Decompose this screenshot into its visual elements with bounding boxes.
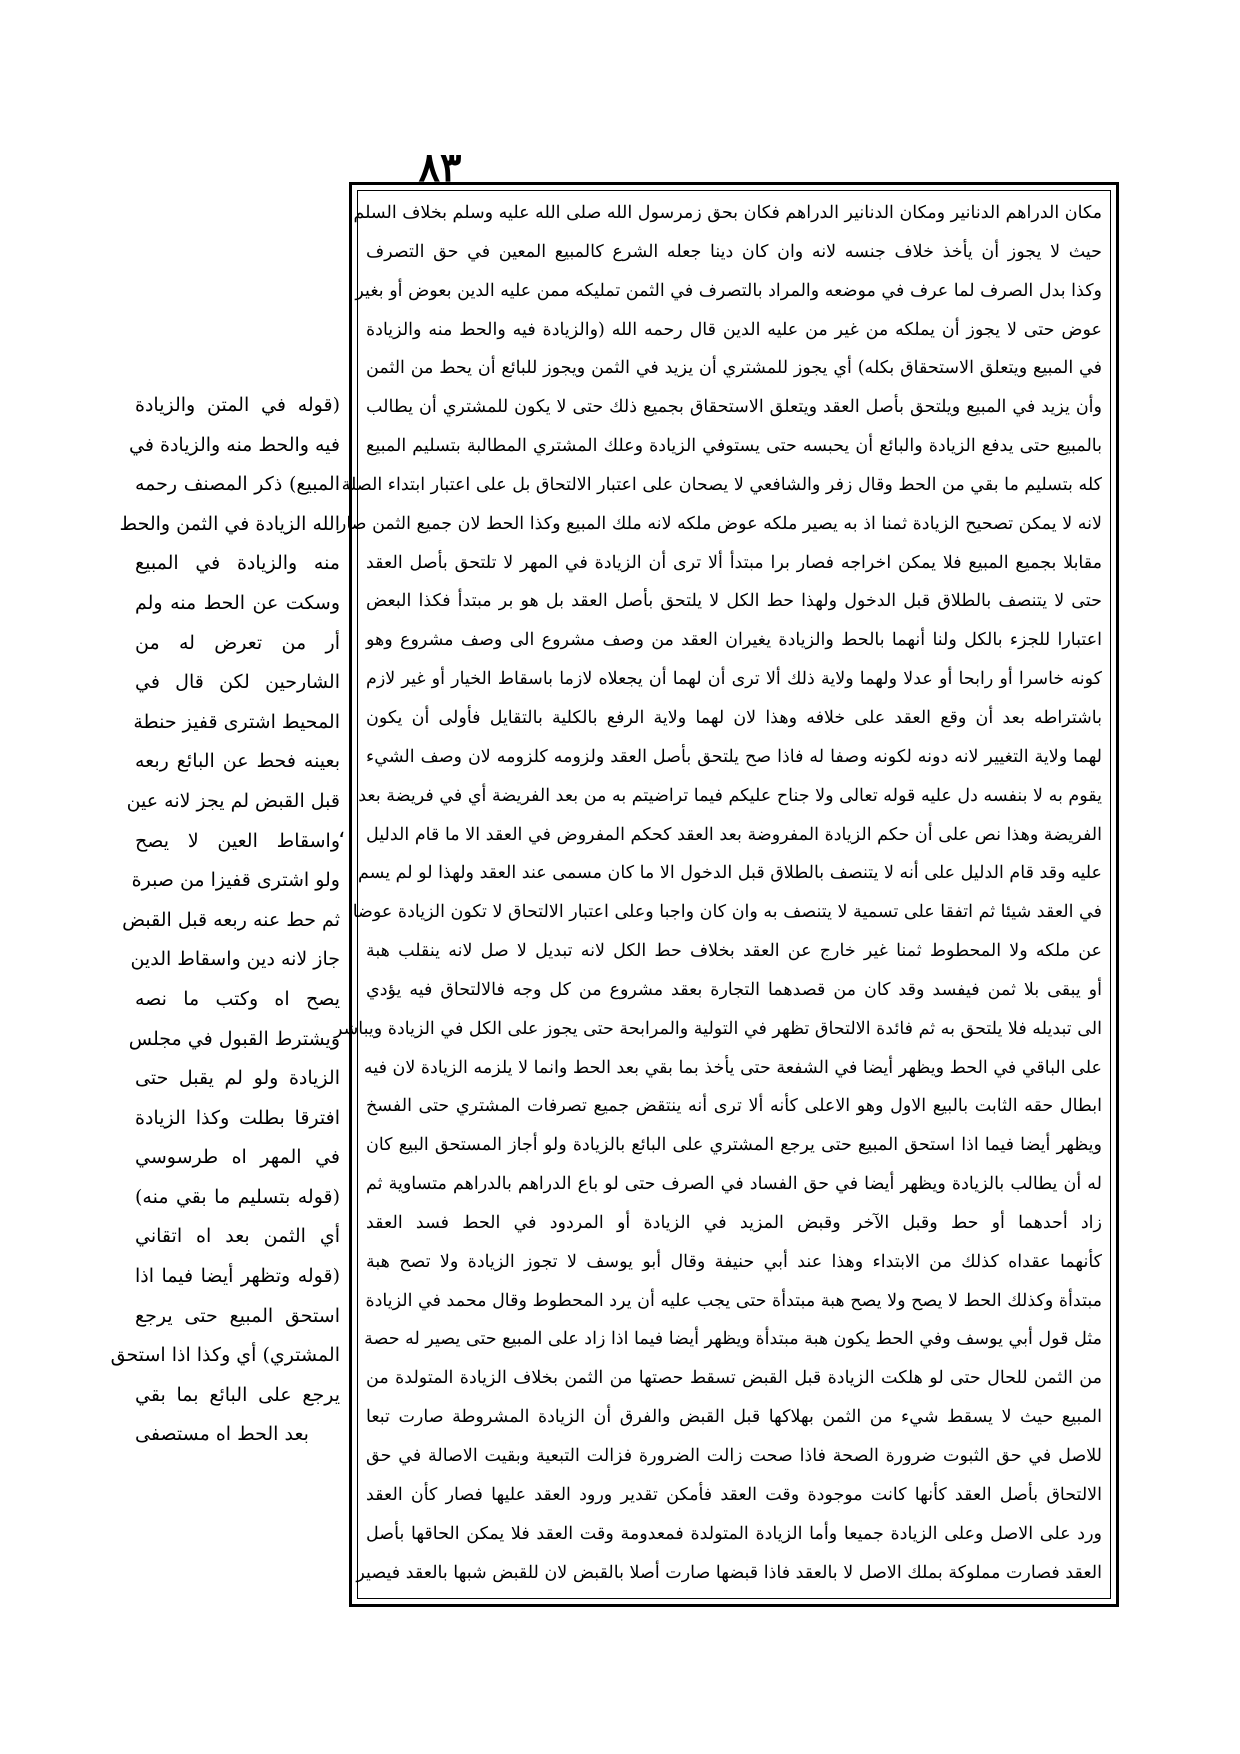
margin-note-line: يصح اه وكتب ما نصه	[135, 987, 340, 1010]
text-line: كله بتسليم ما بقي من الحط وقال زفر والشافعي لا يصحان على اعتبار الالتحاق بل على اعتبار ابتداء الصلة	[341, 474, 1102, 495]
margin-note-line: جاز لانه دين واسقاط الدين	[130, 948, 340, 971]
text-line: الفريضة وهذا نص على أن حكم الزيادة المفروضة بعد العقد كحكم المفروض في العقد الا ما قام الدليل	[366, 824, 1102, 845]
margin-note-line: المبيع) ذكر المصنف رحمه	[135, 473, 340, 496]
margin-commentary	[110, 386, 340, 1455]
main-text-block	[333, 195, 1102, 1592]
margin-note-line: يرجع على البائع بما بقي	[135, 1383, 340, 1406]
margin-note-line: بعد الحط اه مستصفى	[135, 1423, 309, 1446]
margin-note-line: قبل القبض لم يجز لانه عين	[126, 789, 340, 812]
margin-note-line: أر من تعرض له من	[135, 631, 340, 654]
text-line: المبيع حيث لا يسقط شيء من الثمن بهلاكها قبل القبض والفرق أن الزيادة المشروطة صارت تبعا	[366, 1407, 1102, 1428]
text-line: زاد أحدهما أو حط وقبل الآخر وقبض المزيد في الزيادة أو المردود في الحط فسد العقد	[366, 1212, 1102, 1233]
text-line: على الباقي في الحط ويظهر أيضا في الشفعة حتى يأخذ بما بقي بعد الحط وانما لا يلزمه الزيادة لان فيه	[363, 1057, 1102, 1078]
margin-note-line: افترقا بطلت وكذا الزيادة	[135, 1106, 340, 1129]
margin-note-line: (قوله في المتن والزيادة	[135, 394, 340, 416]
text-line: باشتراطه بعد أن وقع العقد على خلافه وهذا لان لهما ولاية الرفع بالكلية بالتقايل فأولى أن يكون	[366, 707, 1102, 728]
margin-note-line: ثم حط عنه ربعه قبل القبض	[122, 908, 340, 931]
margin-note-line: المشتري) أي وكذا اذا استحق	[110, 1344, 340, 1367]
text-line: ويظهر أيضا فيما اذا استحق المبيع حتى يرجع المشتري على البائع بالزيادة ولو أجاز المستحق البيع كان	[366, 1135, 1102, 1156]
text-line: مبتدأة وكذلك الحط لا يصح ولا يصح هبة مبتدأة حتى يجب عليه أن يرد المحطوط وقال محمد في الزيادة	[365, 1290, 1102, 1311]
margin-note-line: أي الثمن بعد اه اتقاني	[135, 1225, 340, 1248]
margin-note-line: الزيادة ولو لم يقبل حتى	[135, 1067, 340, 1090]
text-line: عن ملكه ولا المحطوط ثمنا غير خارج عن العقد بخلاف حط الكل لانه تبديل لا صل لانه ينقلب هبة	[366, 941, 1102, 962]
margin-mark: ،	[338, 818, 346, 843]
text-line: في المبيع ويتعلق الاستحقاق بكله) أي يجوز للمشتري أن يزيد في الثمن ويجوز للبائع أن يحط من الثمن	[366, 358, 1102, 379]
margin-note-line: (قوله وتظهر أيضا فيما اذا	[135, 1265, 340, 1288]
text-line: لهما ولاية التغيير لانه دونه لكونه وصفا له فاذا صح يلتحق بأصل العقد ولزومه كلزومه لان وصف الشيء	[366, 746, 1102, 767]
margin-note-line: ويشترط القبول في مجلس	[128, 1027, 340, 1050]
text-line: الى تبديله فلا يلتحق به ثم فائدة الالتحاق تظهر في التولية والمرابحة حتى يجوز على الكل في الزيادة ويباشر	[333, 1018, 1102, 1039]
text-line: وكذا بدل الصرف لما عرف في موضعه والمراد بالتصرف في الثمن تمليكه ممن عليه الدين بعوض أو بغير	[355, 280, 1102, 301]
text-line: للاصل في حق الثبوت ضرورة الصحة فاذا صحت زالت الضرورة فزالت التبعية وبقيت الاصالة في حق	[366, 1446, 1102, 1466]
text-line: مكان الدراهم الدنانير ومكان الدنانير الدراهم فكان بحق زمرسول الله صلى الله عليه وسلم بخلاف السلم	[353, 203, 1102, 223]
text-line: حتى لا يتنصف بالطلاق قبل الدخول ولهذا حط الكل لا يلتحق بأصل العقد بل هو بر مبتدأ فكذا البعض	[366, 591, 1102, 612]
text-line: يقوم به لا بنفسه دل عليه قوله تعالى ولا جناح عليكم فيما تراضيتم به من بعد الفريضة أي في فريضة بعد	[358, 785, 1102, 806]
text-line: أو يبقى بلا ثمن فيفسد وقد كان من قصدهما التجارة بعقد مشروع من كل وجه فالالتحاق فيه يؤدي	[366, 979, 1102, 1000]
text-line: عوض حتى لا يجوز أن يملكه من غير من عليه الدين قال رحمه الله (والزيادة فيه والحط منه والزيادة	[366, 319, 1102, 340]
margin-note-line: فيه والحط منه والزيادة في	[129, 433, 340, 456]
inner-frame-border	[333, 190, 1111, 1599]
margin-note-line: وسكت عن الحط منه ولم	[135, 591, 340, 614]
text-line: ورد على الاصل وعلى الزيادة جميعا وأما الزيادة المتولدة فمعدومة وقت العقد فلا يمكن الحاقها بأصل	[366, 1523, 1102, 1544]
text-line: مقابلا بجميع المبيع فلا يمكن اخراجه فصار برا مبتدأ ألا ترى أن الزيادة في المهر لا تلتحق بأصل العقد	[366, 552, 1102, 573]
margin-note-line: بعينه فحط عن البائع ربعه	[135, 750, 340, 773]
text-line: لانه لا يمكن تصحيح الزيادة ثمنا اذ به يصير ملكه عوض ملكه لانه ملك المبيع وكذا الحط لان جميع الثمن صار	[337, 513, 1102, 534]
margin-note-line: منه والزيادة في المبيع	[135, 552, 340, 575]
text-line: مثل قول أبي يوسف وفي الحط يكون هبة مبتدأة ويظهر أيضا فيما اذا زاد على المبيع حتى يصير له حصة	[364, 1329, 1102, 1350]
text-line: اعتبارا للجزء بالكل ولنا أنهما بالحط والزيادة يغيران العقد من وصف مشروع الى وصف مشروع وهو	[366, 630, 1102, 651]
text-line: له أن يطالب بالزيادة ويظهر أيضا في حق الفساد في الصرف حتى لو باع الدراهم بالدراهم متساوية ثم	[366, 1174, 1102, 1195]
margin-note-line: المحيط اشترى قفيز حنطة	[133, 710, 340, 733]
margin-note-line: الله الزيادة في الثمن والحط	[119, 512, 340, 535]
margin-note-line: الشارحين لكن قال في	[135, 671, 340, 694]
text-line: من الثمن للحال حتى لو هلكت الزيادة قبل القبض تسقط حصتها من الثمن بخلاف الزيادة المتولدة من	[366, 1368, 1102, 1389]
page-number: ٨٣	[418, 144, 462, 191]
text-line: ابطال حقه الثابت بالبيع الاول وهو الاعلى كأنه ألا ترى أنه ينتقض جميع تصرفات المشتري حتى الفسخ	[366, 1096, 1102, 1117]
margin-note-line: استحق المبيع حتى يرجع	[135, 1304, 340, 1327]
margin-note-line: واسقاط العين لا يصح	[135, 829, 340, 852]
margin-note-line: في المهر اه طرسوسي	[135, 1146, 340, 1169]
text-line: كأنهما عقداه كذلك من الابتداء وهذا عند أبي حنيفة وقال أبو يوسف لا تجوز الزيادة ولا تصح هبة	[366, 1251, 1102, 1272]
text-line: حيث لا يجوز أن يأخذ خلاف جنسه لانه وان كان دينا جعله الشرع كالمبيع المعين في حق التصرف	[366, 241, 1102, 262]
text-line: وأن يزيد في المبيع ويلتحق بأصل العقد ويتعلق الاستحقاق بجميع ذلك حتى لا يكون للمشتري أن يطالب	[366, 397, 1102, 418]
text-line: عليه وقد قام الدليل على أنه لا يتنصف بالطلاق قبل الدخول الا ما كان مسمى عند العقد ولهذا لو لم يسم	[357, 863, 1102, 884]
text-line: كونه خاسرا أو رابحا أو عدلا ولهما ولاية ذلك ألا ترى أن لهما أن يجعلاه لازما باسقاط الخيار أو غير لازم	[366, 669, 1102, 690]
main-text-frame	[333, 182, 1119, 1607]
margin-note-line: (قوله بتسليم ما بقي منه)	[135, 1185, 340, 1208]
margin-note-line: ولو اشترى قفيزا من صبرة	[131, 869, 340, 892]
text-line: العقد فصارت مملوكة بملك الاصل لا بالعقد فاذا قبضها صارت أصلا بالقبض لان للقبض شبها بالعقد فيصير	[356, 1562, 1102, 1583]
text-line: الالتحاق بأصل العقد كأنها كانت موجودة وقت العقد فأمكن تقدير ورود العقد عليها فصار كأن العقد	[366, 1484, 1102, 1505]
text-line: بالمبيع حتى يدفع الزيادة والبائع أن يحبسه حتى يستوفي الزيادة وعلك المشتري المطالبة بتسليم المبيع	[366, 436, 1102, 457]
text-line: في العقد شيئا ثم اتفقا على تسمية لا يتنصف به وان كان واجبا وعلى اعتبار الالتحاق لا تكون الزيادة عوضا	[352, 902, 1102, 923]
